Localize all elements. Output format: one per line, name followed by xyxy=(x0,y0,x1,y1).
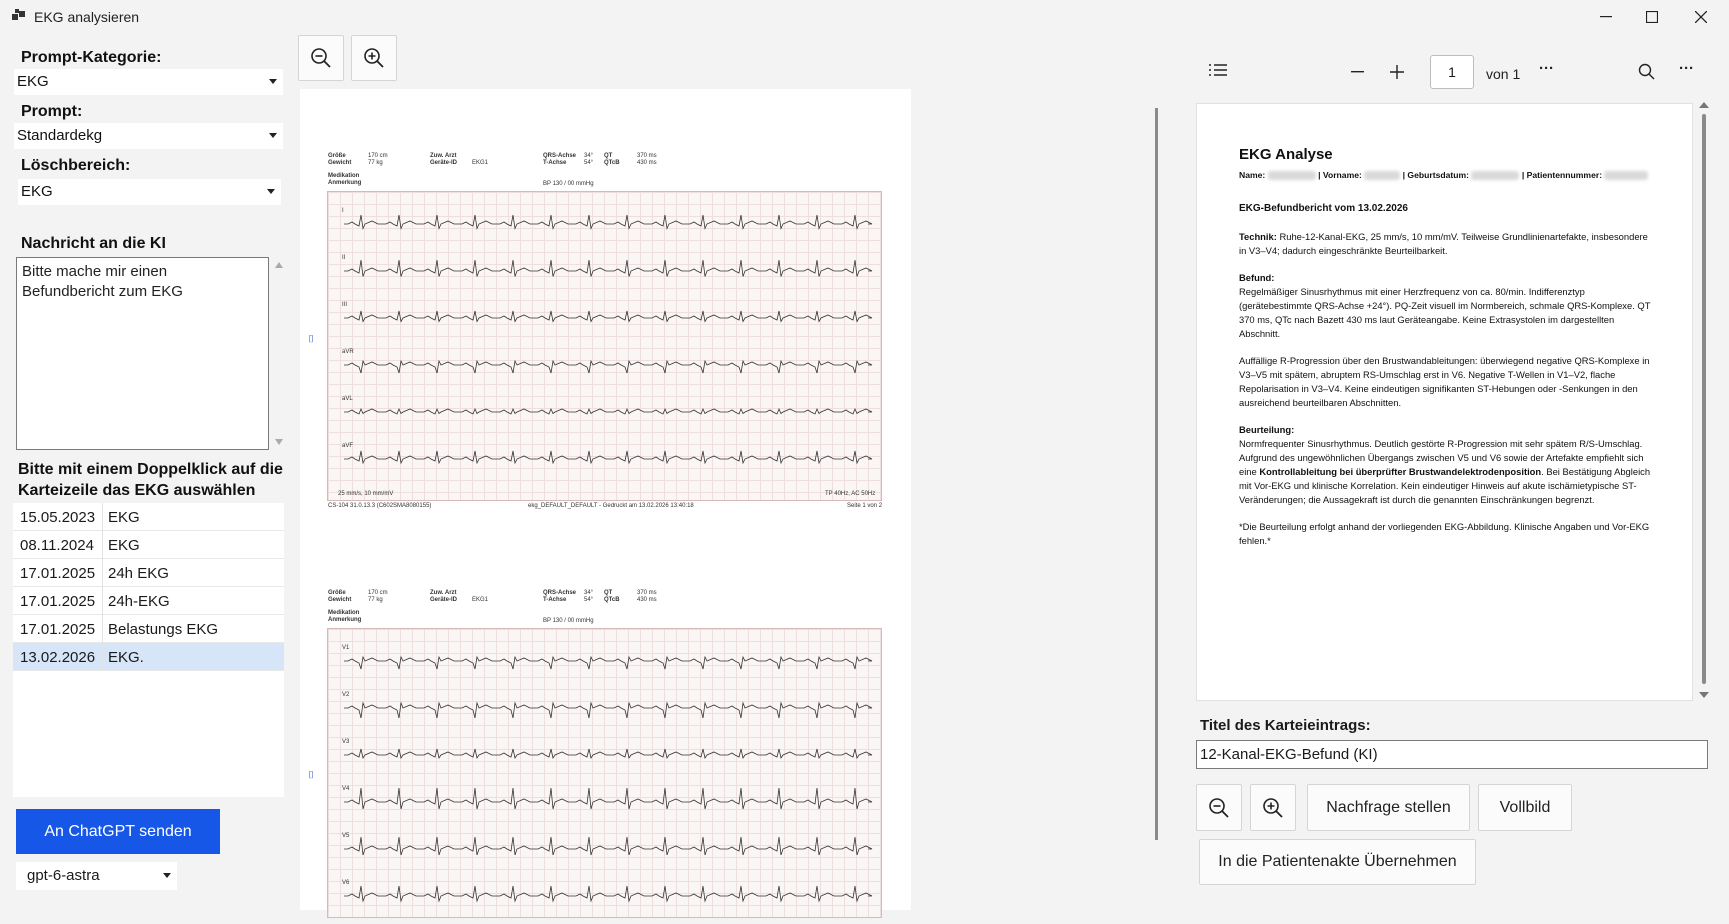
close-icon xyxy=(1695,11,1707,23)
ecg-header-label: Medikation Anmerkung xyxy=(328,610,362,623)
chevron-down-icon xyxy=(269,79,277,84)
ecg-traces-page2 xyxy=(328,629,883,919)
entry-date: 17.01.2025 xyxy=(20,565,96,582)
ecg-trace xyxy=(344,451,872,463)
minimize-icon xyxy=(1600,16,1612,18)
patient-number-label: | Patientennummer: xyxy=(1521,170,1603,180)
ecg-header-label: Zuw. Arzt Geräte-ID xyxy=(430,153,458,166)
zoom-out-icon xyxy=(1208,797,1230,819)
ecg-header-label: QT QTcB xyxy=(604,153,620,166)
ecg-footer-left: CS-104 31.0.13.3 (C602SMA8080155) xyxy=(328,503,432,509)
ecg-header-label: Medikation Anmerkung xyxy=(328,173,362,186)
more-options-icon[interactable]: ··· xyxy=(1539,60,1554,77)
entry-date: 17.01.2025 xyxy=(20,621,96,638)
lead-label: III xyxy=(342,302,348,308)
delete-area-select[interactable] xyxy=(18,179,281,205)
patient-line xyxy=(1239,168,1652,182)
technik-paragraph xyxy=(1239,230,1652,258)
ecg-trace xyxy=(344,749,872,758)
zoom-in-icon xyxy=(1262,797,1284,819)
redacted-value xyxy=(1471,171,1519,180)
technik-text: Ruhe-12-Kanal-EKG, 25 mm/s, 10 mm/mV. Teilweise Grundlinienartefakte, insbesondere in V3–V4; dadurch eingeschränkte Beurteilbarkeit. xyxy=(1239,231,1648,256)
ecg-traces-page1 xyxy=(328,192,883,502)
lead-label: V4 xyxy=(342,786,350,792)
birthdate-label: | Geburtsdatum: xyxy=(1402,170,1470,180)
delete-area-value: EKG xyxy=(21,183,53,200)
ecg-trace xyxy=(344,260,872,277)
close-button[interactable] xyxy=(1678,0,1724,34)
column-divider xyxy=(102,615,103,643)
ecg-header-value: 370 ms 430 ms xyxy=(637,590,657,603)
title-bar xyxy=(0,0,1729,34)
list-hint: Bitte mit einem Doppelklick auf die Karteizeile das EKG auswählen xyxy=(18,461,283,499)
panel-splitter[interactable] xyxy=(1155,108,1158,840)
chevron-down-icon xyxy=(269,133,277,138)
calibration-pulse: ⌷ xyxy=(308,770,314,781)
ecg-trace xyxy=(344,788,872,809)
ecg-zoom-out-button[interactable] xyxy=(298,35,344,81)
list-item[interactable] xyxy=(13,587,284,615)
ecg-footer-right: Seite 1 von 2 xyxy=(847,503,883,509)
model-select[interactable] xyxy=(16,862,177,890)
vorname-label: | Vorname: xyxy=(1318,170,1362,180)
lead-label: V5 xyxy=(342,833,350,839)
report-heading: EKG-Befundbericht vom 13.02.2026 xyxy=(1239,203,1408,214)
entry-title-label: Titel des Karteieintrags: xyxy=(1200,717,1371,734)
befund-text: Regelmäßiger Sinusrhythmus mit einer Herzfrequenz von ca. 80/min. Indifferenztyp (gerätebestimmte QRS-Achse +24°). PQ-Zeit visuell im Normbereich, schmale QRS-Komplexe. QT 370 ms, QTc nach Bazett 430 ms laut Geräteangabe. Keine Extrasystolen im dargestellten Abschnitt. xyxy=(1239,286,1651,339)
ekg-entry-list xyxy=(13,503,284,797)
ecg-header-label: Zuw. Arzt Geräte-ID xyxy=(430,590,458,603)
pdf-zoom-in-button[interactable] xyxy=(1250,784,1296,831)
app-icon xyxy=(12,9,26,23)
ecg-grid-page2 xyxy=(327,628,882,918)
ecg-footer-mid: ekg_DEFAULT_DEFAULT - Gedruckt am 13.02.2026 13:40:18 xyxy=(528,503,694,509)
ecg-header-value: 170 cm 77 kg xyxy=(368,590,388,603)
lead-label: V6 xyxy=(342,880,350,886)
footnote: *Die Beurteilung erfolgt anhand der vorliegenden EKG-Abbildung. Klinische Angaben und Vor-EKG fehlen.* xyxy=(1239,521,1650,546)
column-divider xyxy=(102,559,103,587)
column-divider xyxy=(102,503,103,531)
technik-label: Technik: xyxy=(1239,231,1277,242)
ecg-header-value: 34° 54° xyxy=(584,153,594,166)
entry-date: 17.01.2025 xyxy=(20,593,96,610)
ecg-header-label: QRS-Achse T-Achse xyxy=(543,590,577,603)
list-item-selected[interactable] xyxy=(13,643,284,671)
message-textarea[interactable]: Bitte mache mir einen Befundbericht zum EKG xyxy=(16,257,269,450)
ecg-grid-page1 xyxy=(327,191,882,501)
list-item[interactable] xyxy=(13,503,284,531)
entry-date: 13.02.2026 xyxy=(20,649,96,666)
befund-label: Befund: xyxy=(1239,272,1275,283)
ecg-trace xyxy=(344,361,872,373)
ecg-header-value: 370 ms 430 ms xyxy=(637,153,657,166)
ecg-header-value: EKG1 xyxy=(472,597,489,603)
maximize-icon xyxy=(1646,11,1658,23)
lead-label: aVR xyxy=(342,349,354,355)
column-divider xyxy=(102,643,103,671)
ecg-header-label: Größe Gewicht xyxy=(328,153,352,166)
prompt-select[interactable] xyxy=(14,123,283,149)
ecg-filter: TP 40Hz, AC 50Hz xyxy=(825,491,876,497)
message-label: Nachricht an die KI xyxy=(21,235,166,252)
search-icon[interactable] xyxy=(1638,63,1655,80)
ecg-trace xyxy=(344,886,872,901)
model-value: gpt-6-astra xyxy=(27,867,100,884)
entry-type: Belastungs EKG xyxy=(108,621,219,638)
prompt-value: Standardekg xyxy=(17,127,103,144)
redacted-value xyxy=(1364,171,1400,180)
table-of-contents-icon[interactable] xyxy=(1209,64,1227,78)
page-count: von 1 xyxy=(1486,66,1521,82)
list-item[interactable] xyxy=(13,615,284,643)
ecg-trace xyxy=(344,703,872,718)
list-item[interactable] xyxy=(13,531,284,559)
ecg-document-view[interactable] xyxy=(300,89,911,910)
calibration-pulse: ⌷ xyxy=(308,334,314,345)
entry-type: EKG. xyxy=(108,649,144,666)
page-number-input[interactable]: 1 xyxy=(1430,55,1474,89)
prompt-category-select[interactable] xyxy=(14,69,283,95)
beurteilung-text-2: . Bei Bestätigung Abgleich mit Vor-EKG und klinische Korrelation. Kein eindeutiger Hinweis auf akute ischämietypische ST-Veränderungen; die Aussagekraft ist durch die genannten Einschränkungen begrenzt. xyxy=(1239,466,1651,505)
ecg-header-value: 170 cm 77 kg xyxy=(368,153,388,166)
pdf-zoom-out-icon[interactable] xyxy=(1351,71,1364,73)
message-scrollbar[interactable] xyxy=(271,257,287,450)
followup-button[interactable]: Nachfrage stellen xyxy=(1307,784,1470,831)
prompt-category-value: EKG xyxy=(17,73,49,90)
window-title: EKG analysieren xyxy=(34,9,140,25)
ecg-zoom-in-button[interactable] xyxy=(351,35,397,81)
ecg-scale: 25 mm/s, 10 mm/mV xyxy=(338,491,394,497)
lead-label: V3 xyxy=(342,739,350,745)
entry-type: EKG xyxy=(108,509,140,526)
fullscreen-button[interactable]: Vollbild xyxy=(1478,784,1572,831)
pdf-title: EKG Analyse xyxy=(1239,146,1333,163)
pdf-zoom-out-button[interactable] xyxy=(1196,784,1242,831)
ecg-trace xyxy=(344,311,872,322)
pdf-scrollbar[interactable] xyxy=(1697,100,1711,700)
zoom-out-icon xyxy=(310,47,332,69)
entry-date: 08.11.2024 xyxy=(20,537,94,554)
lead-label: aVL xyxy=(342,396,353,402)
beurteilung-emphasis: Kontrollableitung bei überprüfter Brustwandelektrodenposition xyxy=(1259,466,1542,477)
beurteilung-paragraph xyxy=(1239,437,1652,507)
send-to-chatgpt-button[interactable]: An ChatGPT senden xyxy=(16,809,220,854)
chevron-down-icon xyxy=(163,873,171,878)
prompt-category-label: Prompt-Kategorie: xyxy=(21,49,162,66)
minimize-button[interactable] xyxy=(1583,0,1629,34)
befund-text-2: Auffällige R-Progression über den Brustwandableitungen: überwiegend negative QRS-Komplexe in V3–V5 mit spätem, abruptem RS-Umschlag erst in V6. Negative T-Wellen in V1–V2, flache Repolarisation in V3–V4. Keine eindeutigen signifikanten ST-Hebungen oder -Senkungen in den ausreichend beurteilbaren Abschnitten. xyxy=(1239,355,1650,408)
beurteilung-label: Beurteilung: xyxy=(1239,424,1295,435)
ecg-header-label: Größe Gewicht xyxy=(328,590,352,603)
lead-label: V2 xyxy=(342,692,350,698)
ecg-trace xyxy=(344,837,872,855)
prompt-label: Prompt: xyxy=(21,103,83,120)
ecg-trace xyxy=(344,657,872,669)
ecg-header-value: EKG1 xyxy=(472,160,489,166)
redacted-value xyxy=(1268,171,1316,180)
column-divider xyxy=(102,531,103,559)
ecg-header-value: 34° 54° xyxy=(584,590,594,603)
chevron-down-icon xyxy=(267,189,275,194)
lead-label: II xyxy=(342,255,346,261)
ecg-trace xyxy=(344,215,872,229)
maximize-button[interactable] xyxy=(1629,0,1675,34)
entry-type: EKG xyxy=(108,537,140,554)
list-item[interactable] xyxy=(13,559,284,587)
ecg-header-label: QRS-Achse T-Achse xyxy=(543,153,577,166)
pdf-zoom-in-icon[interactable] xyxy=(1390,65,1404,79)
name-label: Name: xyxy=(1239,170,1266,180)
more-options-icon[interactable]: ··· xyxy=(1679,60,1694,77)
lead-label: aVF xyxy=(342,443,354,449)
ecg-trace xyxy=(344,409,872,414)
delete-area-label: Löschbereich: xyxy=(21,157,131,174)
ecg-bp: BP 130 / 00 mmHg xyxy=(543,181,594,187)
lead-label: I xyxy=(342,208,344,214)
ecg-header-label: QT QTcB xyxy=(604,590,620,603)
column-divider xyxy=(102,587,103,615)
ecg-bp: BP 130 / 00 mmHg xyxy=(543,618,594,624)
transfer-to-record-button[interactable]: In die Patientenakte Übernehmen xyxy=(1199,839,1476,885)
entry-title-input[interactable]: 12-Kanal-EKG-Befund (KI) xyxy=(1196,740,1708,769)
entry-date: 15.05.2023 xyxy=(20,509,96,526)
beurteilung-text: Normfrequenter Sinusrhythmus. Deutlich gestörte R-Progression mit sehr spätem R/S-Umschlag. Aufgrund des ungewöhnlichen Übergangs zwischen V5 und V6 sowie der Artefakte empfiehlt sich eine xyxy=(1239,438,1644,477)
entry-type: 24h EKG xyxy=(108,565,169,582)
zoom-in-icon xyxy=(363,47,385,69)
redacted-value xyxy=(1604,171,1648,180)
lead-label: V1 xyxy=(342,645,350,651)
pdf-page xyxy=(1196,103,1693,701)
entry-type: 24h-EKG xyxy=(108,593,170,610)
